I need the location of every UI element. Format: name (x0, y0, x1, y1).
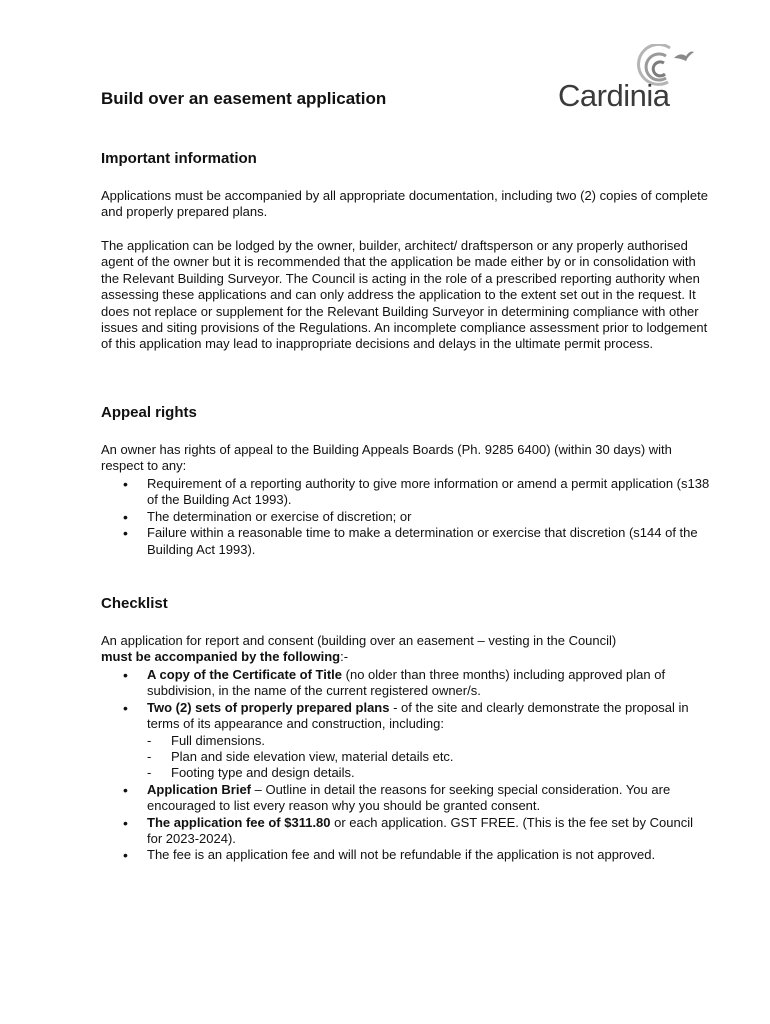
list-item: • The determination or exercise of discretion; or (101, 509, 711, 525)
list-item: • Failure within a reasonable time to make a determination or exercise that discretion (s144 of the Building Act 1993). (101, 525, 711, 558)
appeal-list (101, 476, 711, 558)
list-item: • Requirement of a reporting authority to give more information or amend a permit application (s138 of the Building Act 1993). (101, 476, 711, 509)
checklist-intro: An application for report and consent (building over an easement – vesting in the Council) must be accompanied by the following:- (101, 633, 617, 665)
important-paragraph-1: Applications must be accompanied by all appropriate documentation, including two (2) copies of complete and properly prepared plans. (101, 188, 709, 220)
checklist-heading: Checklist (101, 595, 168, 612)
list-item: • A copy of the Certificate of Title (no older than three months) including approved plan of subdivision, in the name of the current registered owner/s. (101, 667, 711, 700)
list-item: - Full dimensions. (147, 733, 711, 749)
list-item: - Plan and side elevation view, material details etc. (147, 749, 711, 765)
plan-details-list (147, 733, 711, 782)
logo-text: Cardinia (558, 78, 670, 113)
list-item: • The fee is an application fee and will not be refundable if the application is not approved. (101, 847, 711, 863)
important-heading: Important information (101, 150, 257, 167)
list-item: • Two (2) sets of properly prepared plans - of the site and clearly demonstrate the proposal in terms of its appearance and construction, including: - Full dimensions. - Plan and side elevation view, material details etc. - Footing type and design details. (101, 700, 711, 782)
list-item: - Footing type and design details. (147, 765, 711, 781)
list-item: • Application Brief – Outline in detail the reasons for seeking special consideration. You are encouraged to list every reason why you should be granted consent. (101, 782, 711, 815)
important-paragraph-2: The application can be lodged by the owner, builder, architect/ draftsperson or any properly authorised agent of the owner but it is recommended that the application be made either by or in consolidation with the Relevant Building Surveyor. The Council is acting in the role of a prescribed reporting authority when assessing these applications and can only address the application to the extent set out in the request. It does not replace or supplement for the Relevant Building Surveyor in determining compliance with other issues and siting provisions of the Regulations. An incomplete compliance assessment prior to lodgement of this application may lead to inappropriate decisions and delays in the ultimate permit process. (101, 238, 708, 352)
checklist-list (101, 667, 711, 864)
appeal-intro: An owner has rights of appeal to the Building Appeals Boards (Ph. 9285 6400) (within 30 days) with respect to any: (101, 442, 672, 474)
cardinia-logo (556, 44, 696, 116)
list-item: • The application fee of $311.80 or each application. GST FREE. (This is the fee set by Council for 2023-2024). (101, 815, 711, 848)
page-title: Build over an easement application (101, 89, 387, 108)
appeal-heading: Appeal rights (101, 404, 197, 421)
